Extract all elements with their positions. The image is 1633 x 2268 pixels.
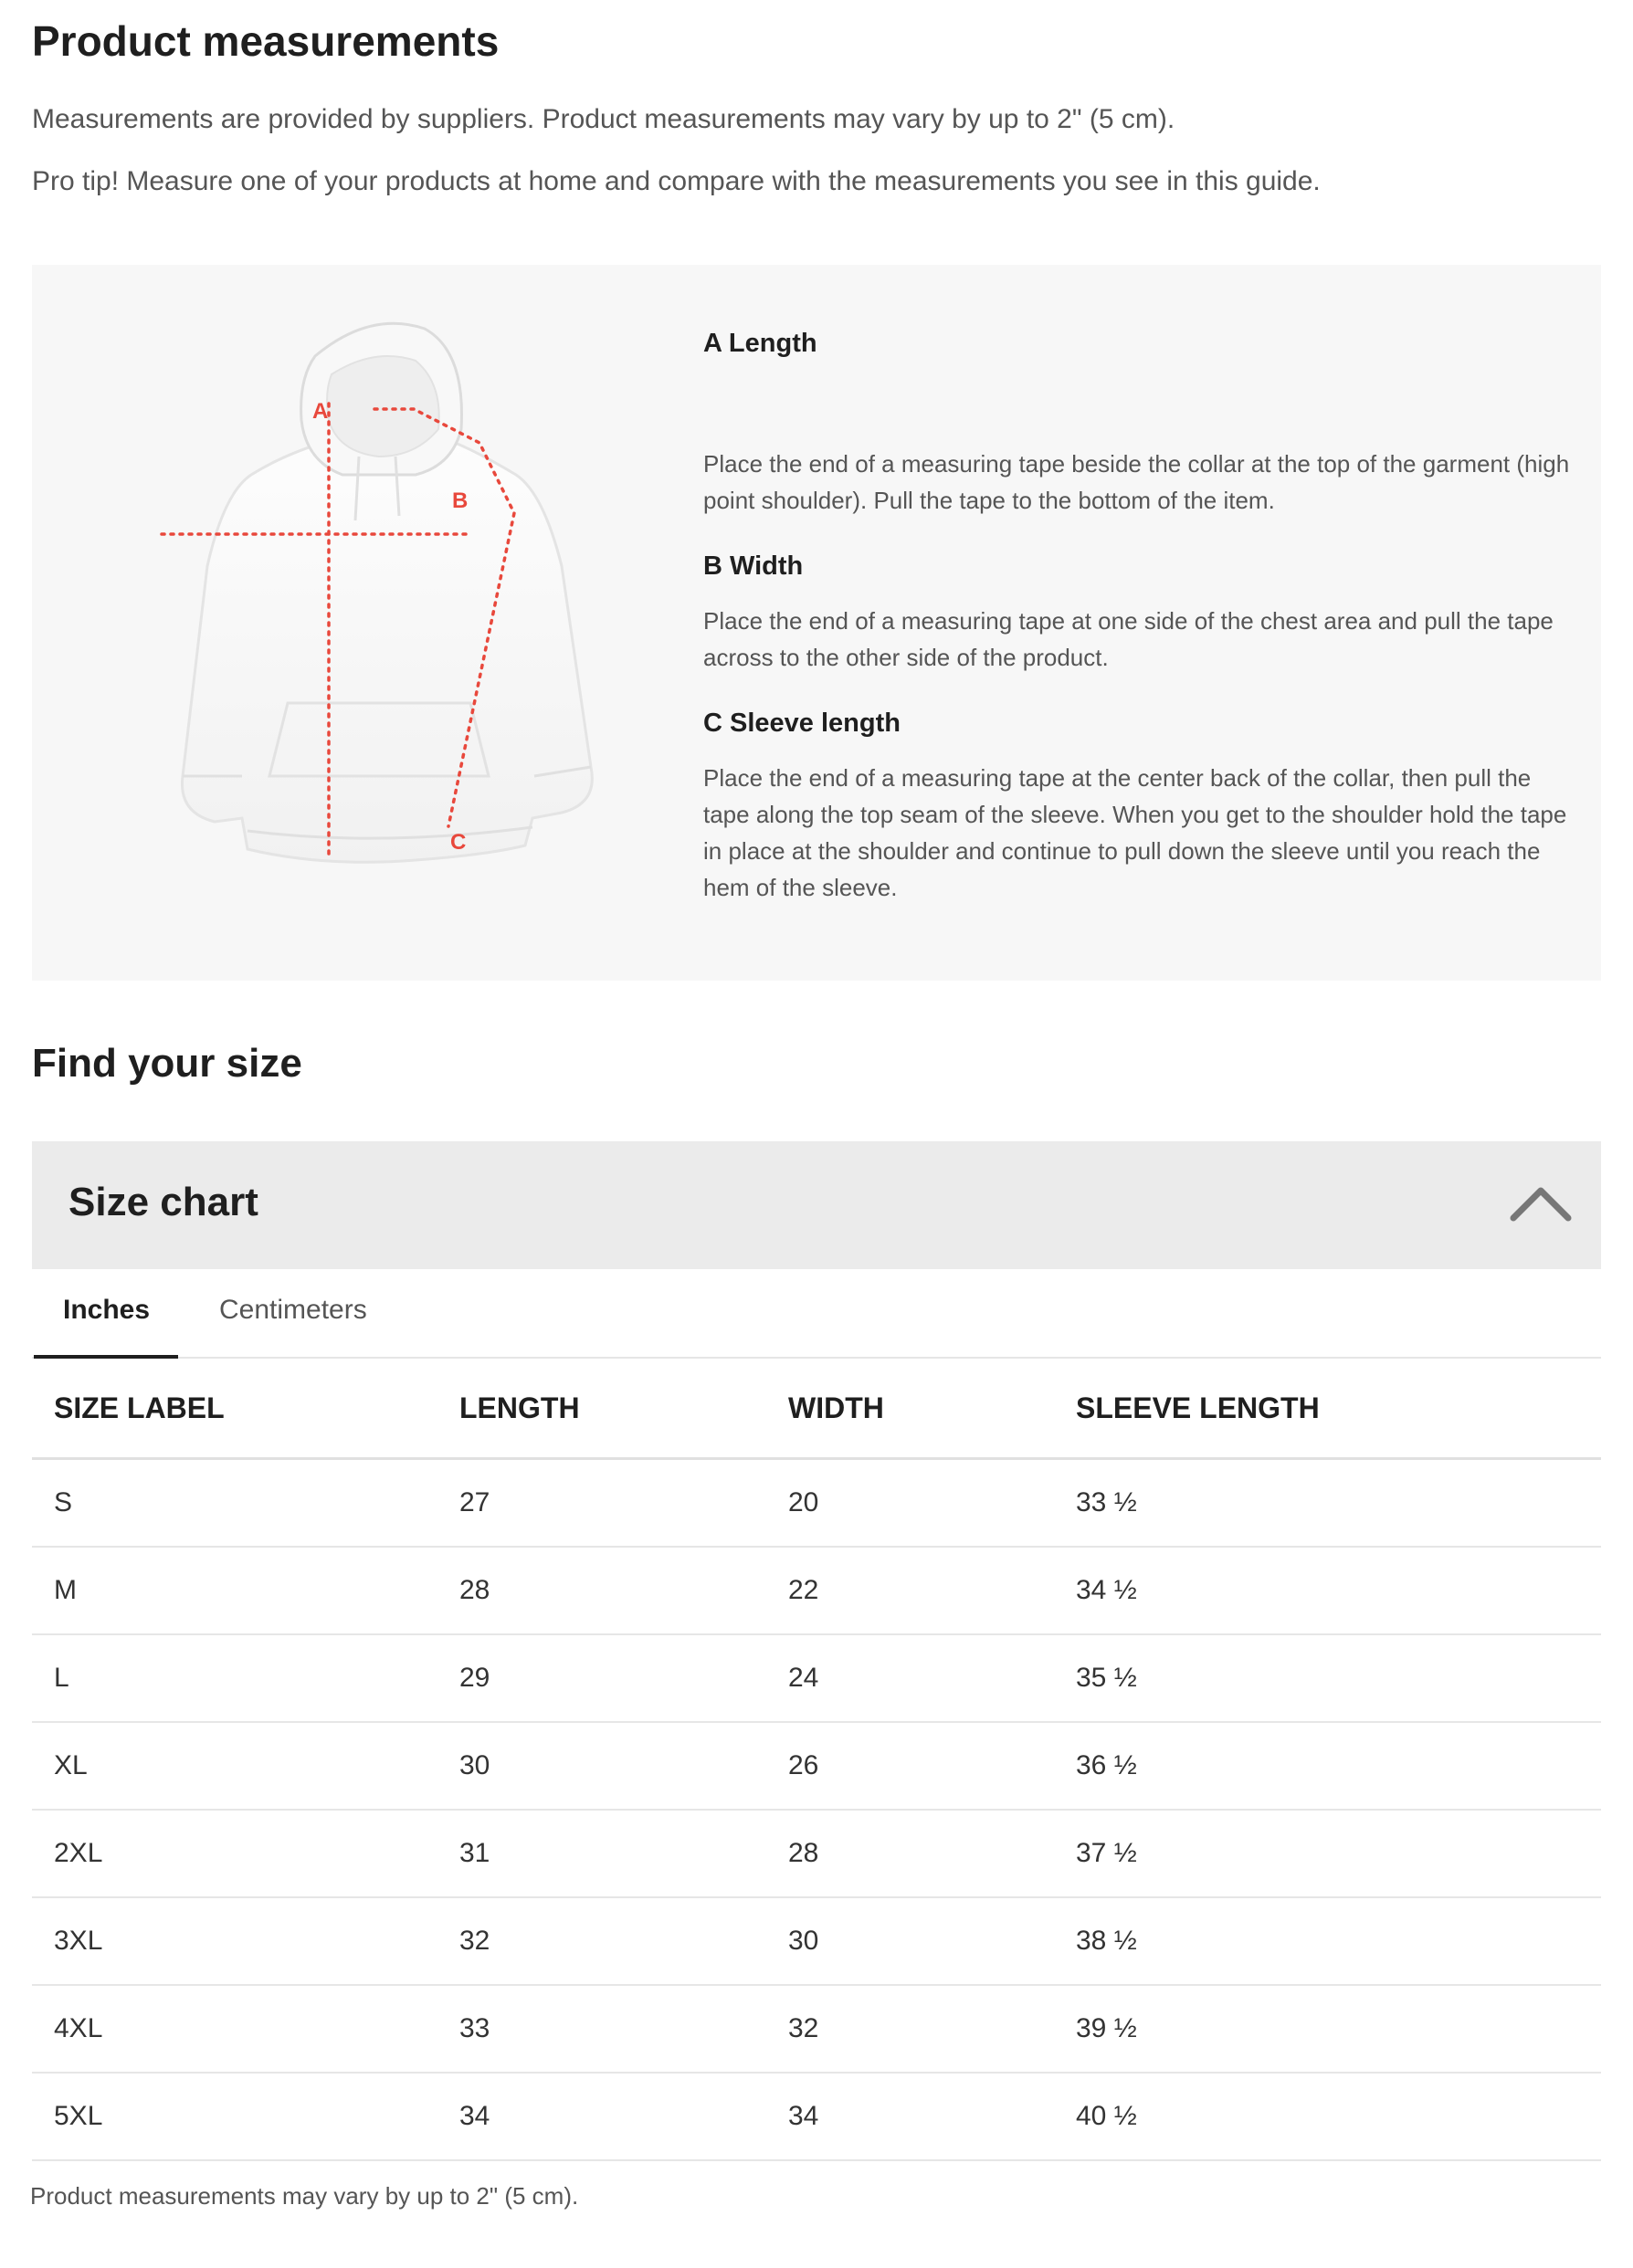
intro-pro-tip: Pro tip! Measure one of your products at home and compare with the measurements you see in this guide.: [32, 166, 1321, 196]
measurement-guide-panel: [32, 265, 1601, 981]
find-your-size-heading: Find your size: [32, 1041, 302, 1086]
size-cell: 4XL: [32, 1985, 459, 2073]
page-title: Product measurements: [32, 17, 500, 65]
length-cell: 32: [459, 1897, 788, 1985]
column-header-length: LENGTH: [459, 1359, 788, 1459]
measurement-c-title: C Sleeve length: [703, 709, 901, 738]
width-cell: 32: [788, 1985, 1076, 2073]
table-row: [32, 1547, 1601, 1634]
width-cell: 28: [788, 1810, 1076, 1897]
width-cell: 24: [788, 1634, 1076, 1722]
sleeve-cell: 38 ½: [1076, 1897, 1601, 1985]
measurement-c-text: Place the end of a measuring tape at the center back of the collar, then pull the tape along the top seam of the sleeve. When you get to the shoulder hold the tape in place at the shoulder and continue to pull down the sleeve until you reach the hem of the sleeve.: [703, 764, 1567, 901]
width-cell: 22: [788, 1547, 1076, 1634]
table-row: [32, 1722, 1601, 1810]
length-cell: 27: [459, 1459, 788, 1548]
width-cell: 20: [788, 1459, 1076, 1548]
table-row: [32, 1459, 1601, 1548]
sleeve-cell: 34 ½: [1076, 1547, 1601, 1634]
measurement-a-title: A Length: [703, 329, 817, 358]
length-cell: 29: [459, 1634, 788, 1722]
length-cell: 33: [459, 1985, 788, 2073]
hoodie-illustration: [182, 323, 592, 862]
size-cell: S: [32, 1459, 459, 1548]
size-chart-table: [32, 1359, 1601, 2161]
label-c: C: [450, 830, 467, 855]
measurement-b-title: B Width: [703, 551, 804, 581]
measurement-footnote: Product measurements may vary by up to 2" (5 cm).: [30, 2182, 579, 2210]
table-row: [32, 1810, 1601, 1897]
table-row: [32, 1897, 1601, 1985]
sleeve-cell: 35 ½: [1076, 1634, 1601, 1722]
column-header-sleeve-length: SLEEVE LENGTH: [1076, 1359, 1601, 1459]
width-cell: 34: [788, 2073, 1076, 2160]
sleeve-cell: 40 ½: [1076, 2073, 1601, 2160]
length-cell: 30: [459, 1722, 788, 1810]
measurement-b-text: Place the end of a measuring tape at one side of the chest area and pull the tape across to the other side of the product.: [703, 607, 1554, 671]
length-cell: 28: [459, 1547, 788, 1634]
size-cell: 5XL: [32, 2073, 459, 2160]
width-cell: 30: [788, 1897, 1076, 1985]
table-row: [32, 2073, 1601, 2160]
size-chart-accordion-toggle[interactable]: [32, 1141, 1601, 1269]
column-header-width: WIDTH: [788, 1359, 1076, 1459]
table-row: [32, 1985, 1601, 2073]
size-cell: M: [32, 1547, 459, 1634]
length-cell: 34: [459, 2073, 788, 2160]
tab-inches[interactable]: Inches: [63, 1295, 151, 1325]
label-b: B: [452, 488, 469, 513]
tab-centimeters[interactable]: Centimeters: [219, 1295, 367, 1325]
sleeve-cell: 39 ½: [1076, 1985, 1601, 2073]
table-header-row: [32, 1359, 1601, 1459]
sleeve-cell: 33 ½: [1076, 1459, 1601, 1548]
size-cell: 3XL: [32, 1897, 459, 1985]
width-cell: 26: [788, 1722, 1076, 1810]
sleeve-cell: 36 ½: [1076, 1722, 1601, 1810]
unit-tabs: [32, 1269, 1601, 1359]
table-row: [32, 1634, 1601, 1722]
size-chart-label: Size chart: [68, 1180, 258, 1224]
chevron-up-icon[interactable]: [1506, 1176, 1575, 1231]
length-cell: 31: [459, 1810, 788, 1897]
size-cell: L: [32, 1634, 459, 1722]
hoodie-measurement-diagram: [142, 301, 653, 886]
size-cell: XL: [32, 1722, 459, 1810]
size-cell: 2XL: [32, 1810, 459, 1897]
intro-supplier-note: Measurements are provided by suppliers. Product measurements may vary by up to 2" (5 cm).: [32, 104, 1175, 134]
column-header-size-label: SIZE LABEL: [32, 1359, 459, 1459]
measurement-a-text: Place the end of a measuring tape beside the collar at the top of the garment (high point shoulder). Pull the tape to the bottom of the item.: [703, 450, 1570, 514]
label-a: A: [312, 399, 329, 424]
sleeve-cell: 37 ½: [1076, 1810, 1601, 1897]
